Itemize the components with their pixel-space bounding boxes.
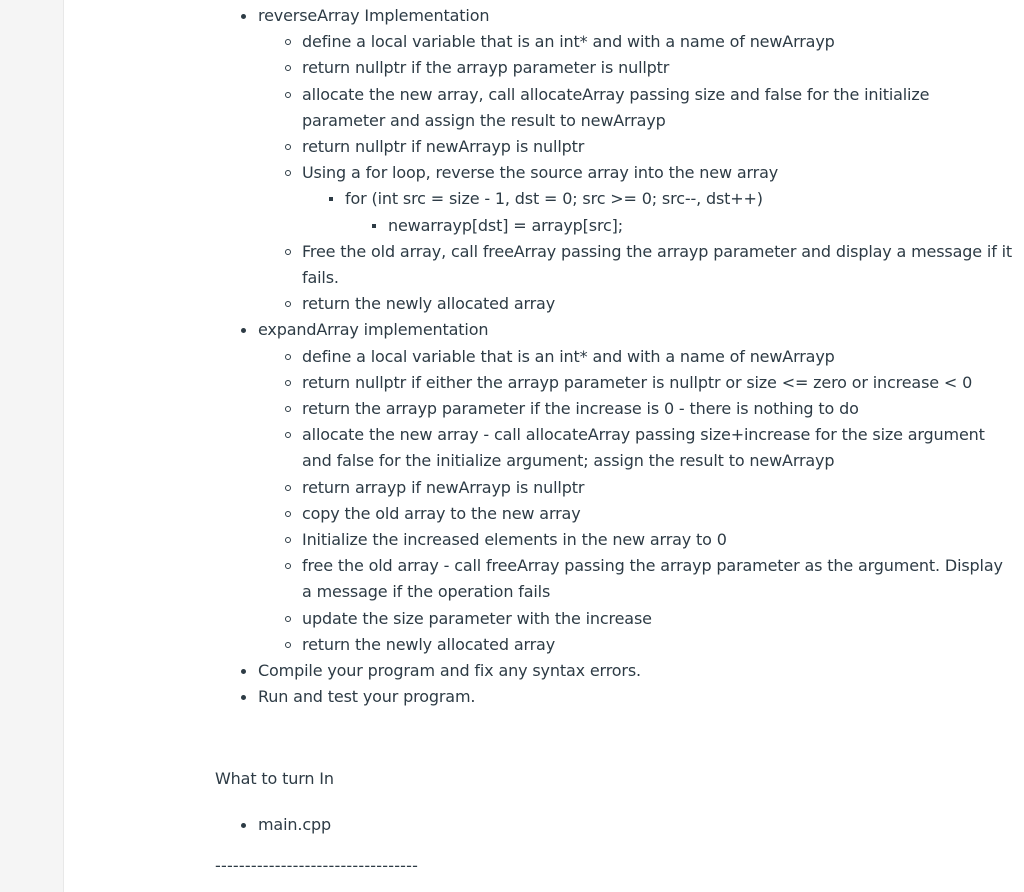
step-compile: Compile your program and fix any syntax errors. — [215, 658, 1015, 684]
list-item: define a local variable that is an int* and with a name of newArrayp — [258, 29, 1015, 55]
list-item: return the newly allocated array — [258, 632, 1015, 658]
list-item: allocate the new array, call allocateArray passing size and false for the initialize parameter and assign the result to newArrayp — [258, 82, 1015, 134]
list-item: copy the old array to the new array — [258, 501, 1015, 527]
step-run: Run and test your program. — [215, 684, 1015, 710]
list-item: define a local variable that is an int* and with a name of newArrayp — [258, 344, 1015, 370]
list-item: return nullptr if the arrayp parameter is nullptr — [258, 55, 1015, 81]
code-text: for (int src = size - 1, dst = 0; src >= 0; src--, dst++) — [345, 189, 763, 209]
turn-in-heading: What to turn In — [215, 769, 334, 789]
divider-line: ---------------------------------- — [215, 855, 419, 875]
step-reverse-array — [215, 3, 1015, 317]
list-item: return nullptr if either the arrayp parameter is nullptr or size <= zero or increase < 0 — [258, 370, 1015, 396]
list-item: Initialize the increased elements in the new array to 0 — [258, 527, 1015, 553]
list-item: return nullptr if newArrayp is nullptr — [258, 134, 1015, 160]
list-item — [258, 160, 1015, 239]
list-item: return arrayp if newArrayp is nullptr — [258, 475, 1015, 501]
substeps-list — [258, 344, 1015, 658]
step-title: expandArray implementation — [258, 320, 489, 340]
list-item: update the size parameter with the increase — [258, 606, 1015, 632]
turn-in-list — [215, 812, 1015, 838]
loop-header-item — [302, 186, 1015, 238]
loop-body-list — [345, 213, 1015, 239]
list-item-text: Using a for loop, reverse the source array into the new array — [302, 163, 779, 183]
list-item: allocate the new array - call allocateArray passing size+increase for the size argument and false for the initialize argument; assign the result to newArrayp — [258, 422, 1015, 474]
loop-list — [302, 186, 1015, 238]
step-title: reverseArray Implementation — [258, 6, 490, 25]
substeps-list — [258, 29, 1015, 317]
step-expand-array — [215, 317, 1015, 658]
list-item: return the newly allocated array — [258, 291, 1015, 317]
steps-list — [215, 3, 1015, 710]
turn-in-file: main.cpp — [215, 812, 1015, 838]
left-sidebar-rail — [0, 0, 64, 892]
loop-body-item: newarrayp[dst] = arrayp[src]; — [345, 213, 1015, 239]
list-item: return the arrayp parameter if the increase is 0 - there is nothing to do — [258, 396, 1015, 422]
list-item: free the old array - call freeArray passing the arrayp parameter as the argument. Display a message if the operation fails — [258, 553, 1015, 605]
assignment-content — [215, 0, 1015, 879]
list-item: Free the old array, call freeArray passing the arrayp parameter and display a message if it fails. — [258, 239, 1015, 291]
